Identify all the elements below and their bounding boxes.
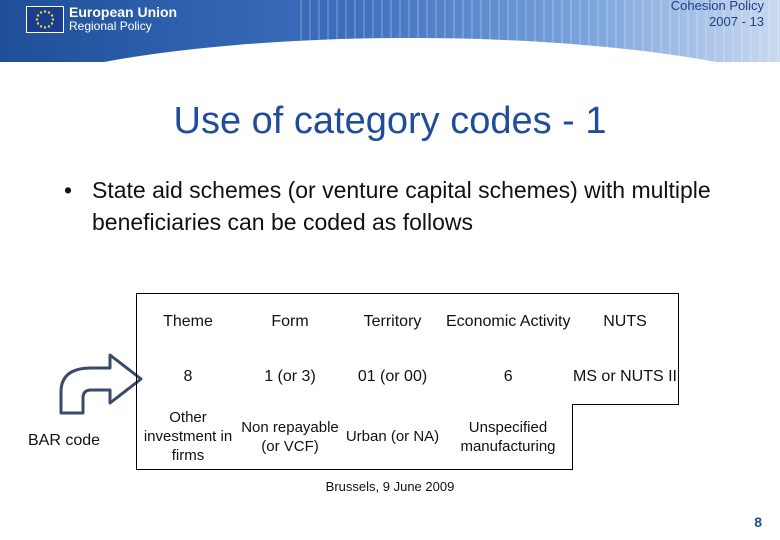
code-theme: 8: [137, 348, 240, 405]
logo-title: European Union: [69, 4, 178, 20]
bullet-text: State aid schemes (or venture capital schemes) with multiple beneficiaries can be coded as follows: [92, 177, 711, 235]
logo-subtitle: Regional Policy: [69, 19, 152, 33]
code-nuts-text: MS or NUTS II: [572, 367, 677, 385]
code-territory: 01 (or 00): [357, 367, 428, 385]
cohesion-policy-line1: Cohesion Policy: [670, 0, 764, 13]
header-form: Form: [239, 294, 341, 349]
desc-economic-activity: Unspecified manufacturing: [444, 405, 573, 470]
cohesion-policy-label: [671, 0, 764, 30]
header-territory: Territory: [341, 294, 444, 349]
eu-flag-icon: [26, 6, 64, 33]
category-codes-table: [136, 293, 679, 470]
eu-logo-text: [69, 5, 177, 33]
curved-arrow-icon: [58, 352, 148, 416]
code-economic-activity: 6: [503, 367, 513, 385]
table-header-row: [137, 294, 679, 349]
bullet-icon: •: [64, 177, 73, 203]
desc-nuts: [573, 405, 679, 470]
desc-form: Non repayable (or VCF): [239, 405, 341, 470]
header-nuts: NUTS: [573, 294, 679, 349]
code-nuts: [573, 348, 679, 405]
header-theme: Theme: [137, 294, 240, 349]
header-economic-activity: Economic Activity: [444, 294, 573, 349]
table-row-codes: [137, 348, 679, 405]
header-banner: [0, 0, 780, 62]
footer-date: Brussels, 9 June 2009: [325, 479, 455, 494]
desc-territory: Urban (or NA): [341, 405, 444, 470]
bar-code-label: BAR code: [28, 432, 101, 449]
slide-title: Use of category codes - 1: [173, 100, 607, 142]
code-form: 1 (or 3): [264, 367, 316, 385]
table-row-descriptions: [137, 405, 679, 470]
page-number: 8: [754, 514, 762, 530]
desc-theme: Other investment in firms: [137, 405, 240, 470]
cohesion-policy-line2: 2007 - 13: [709, 14, 764, 29]
